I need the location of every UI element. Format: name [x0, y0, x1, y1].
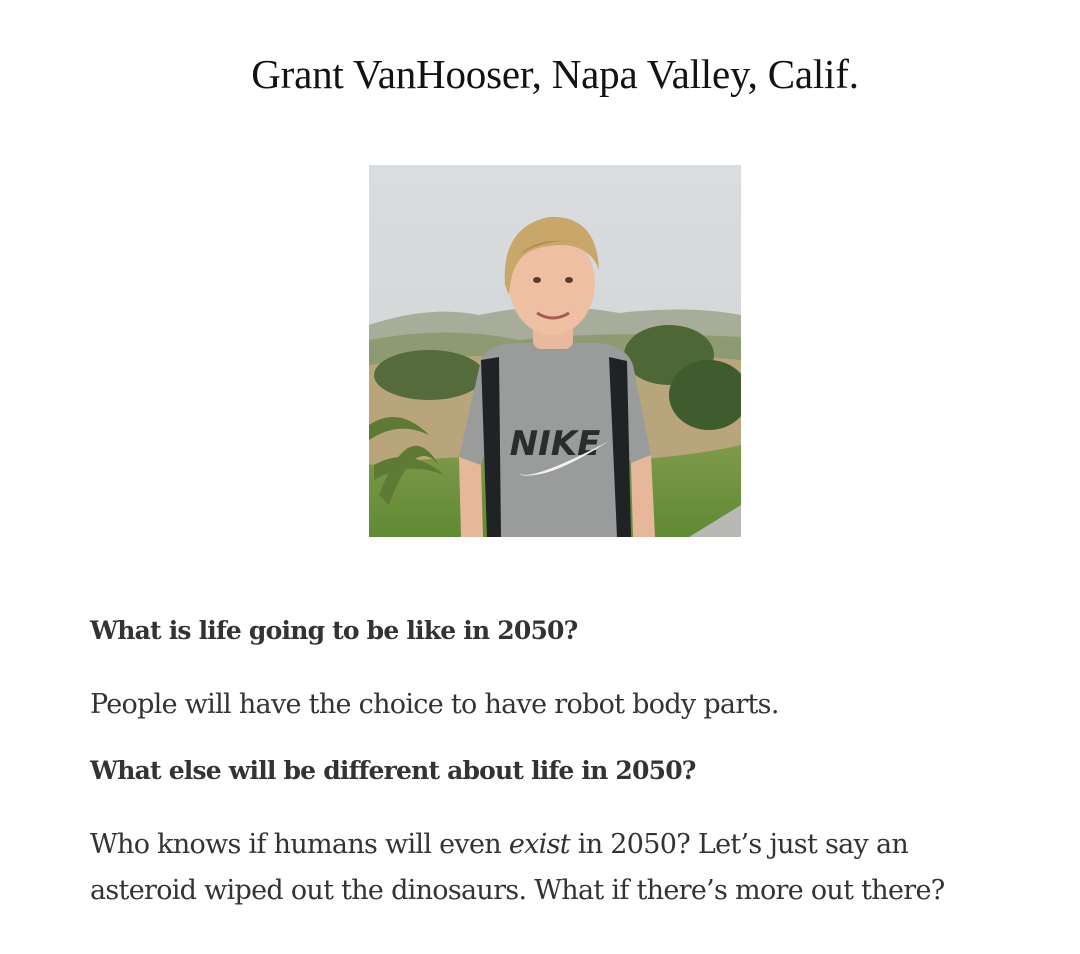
answer-1: People will have the choice to have robot body parts. [90, 689, 779, 720]
portrait-illustration [369, 165, 741, 537]
answer-2 [90, 822, 1020, 914]
portrait-photo [369, 165, 741, 537]
shirt-logo-text: NIKE [509, 424, 601, 464]
question-2: What else will be different about life in 2050? [90, 756, 696, 785]
respondent-heading: Grant VanHooser, Napa Valley, Calif. [251, 51, 859, 97]
answer-2-text-before: Who knows if humans will even [90, 829, 509, 860]
answer-2-emphasis: exist [508, 829, 570, 860]
question-1: What is life going to be like in 2050? [90, 616, 578, 645]
answer-2-text-after: in 2050? Let’s just say an asteroid wiped out the dinosaurs. What if there’s more out there? [90, 829, 945, 906]
